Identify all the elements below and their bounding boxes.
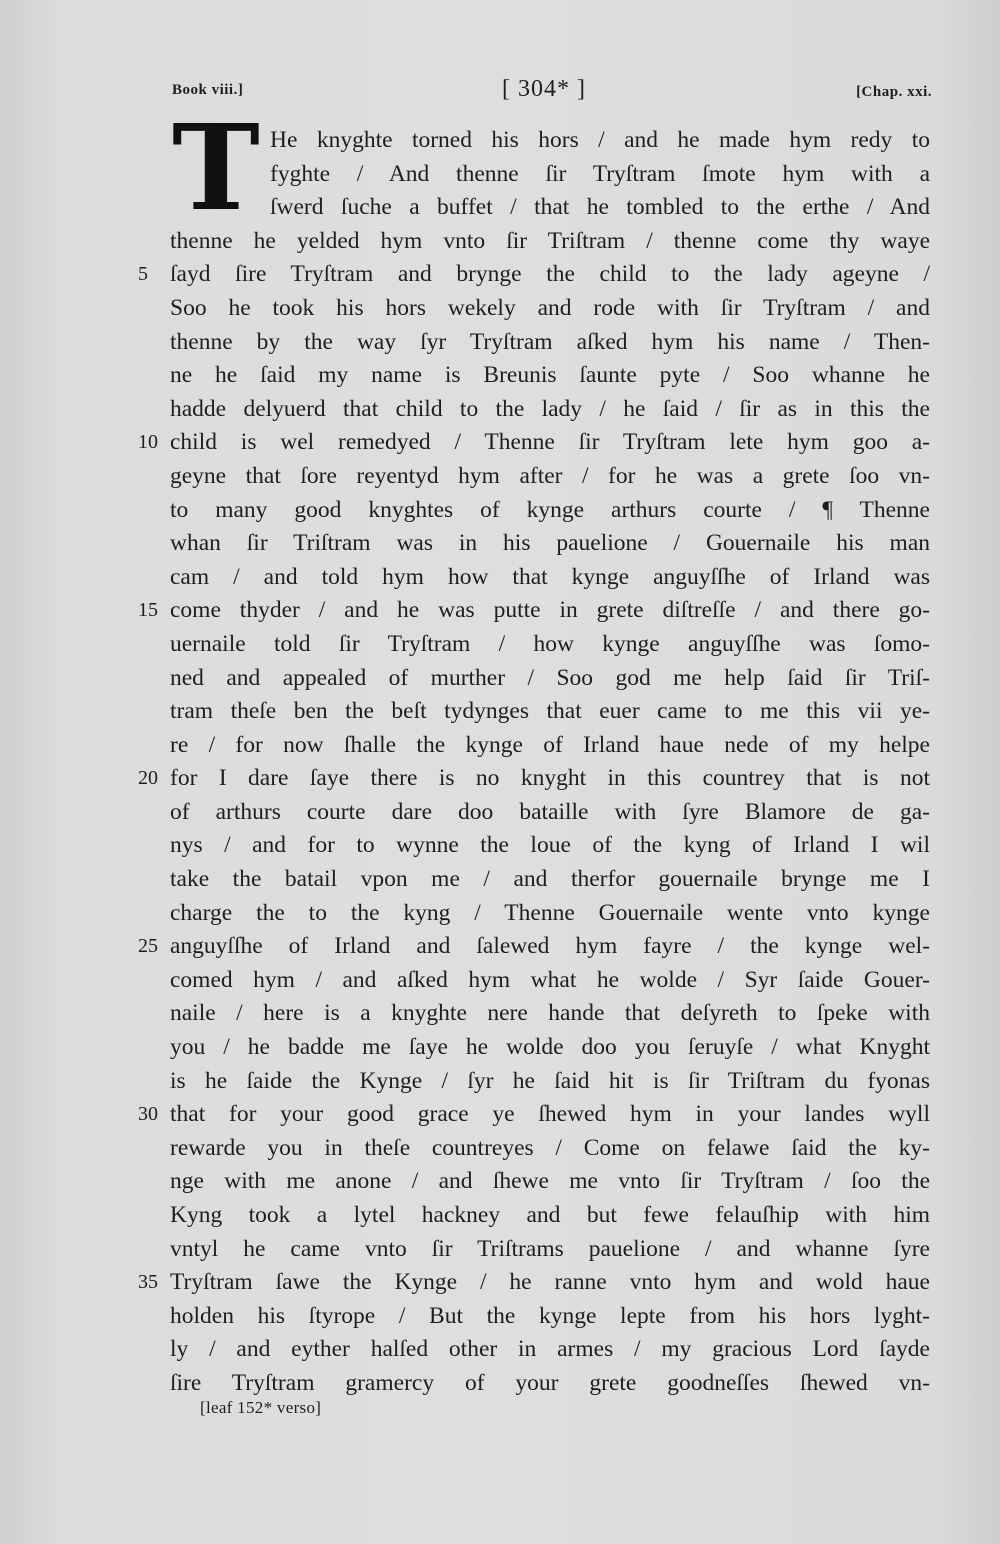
text-line <box>170 695 930 729</box>
text-line <box>138 426 930 460</box>
text-line-content: charge the to the kyng / Thenne Gouernaile wente vnto kynge <box>170 899 930 926</box>
text-line-content: ne he ſaid my name is Breunis ſaunte pyte / Soo whanne he <box>170 362 930 389</box>
text-line <box>170 897 930 931</box>
text-line <box>170 561 930 595</box>
text-line-content: naile / here is a knyghte nere hande that deſyreth to ſpeke with <box>170 1000 930 1027</box>
text-line-content: ned and appealed of murther / Soo god me help ſaid ſir Triſ- <box>170 664 930 691</box>
text-line <box>138 1098 930 1132</box>
text-line <box>170 1031 930 1065</box>
text-line-content: tram theſe ben the beſt tydynges that euer came to me this vii ye- <box>170 698 930 725</box>
text-line-content: Tryſtram ſawe the Kynge / he ranne vnto hym and wold haue <box>170 1269 930 1296</box>
text-line-content: nge with me anone / and ſhewe me vnto ſir Tryſtram / ſoo the <box>170 1168 930 1195</box>
text-line-content: anguyſſhe of Irland and ſalewed hym fayre / the kynge wel- <box>170 933 930 960</box>
page-header <box>172 76 932 110</box>
text-line-content: Kyng took a lytel hackney and but fewe felauſhip with him <box>170 1202 930 1228</box>
text-line <box>170 964 930 998</box>
text-line-content: rewarde you in theſe countreyes / Come on felawe ſaid the ky- <box>170 1134 930 1161</box>
text-line-content: whan ſir Triſtram was in his pauelione / Gouernaile his man <box>170 530 930 557</box>
text-line-content: uernaile told ſir Tryſtram / how kynge anguyſſhe was ſomo- <box>170 630 930 657</box>
text-line-content: ſwerd ſuche a buffet / that he tombled to the erthe / And <box>270 194 930 221</box>
text-line-content: to many good knyghtes of kynge arthurs courte / ¶ Thenne <box>170 496 930 523</box>
text-line <box>170 863 930 897</box>
text-line-content: He knyghte torned his hors / and he made hym redy to <box>270 127 930 153</box>
text-line-content: holden his ſtyrope / But the kynge lepte from his hors lyght- <box>170 1302 930 1329</box>
text-line-content: vntyl he came vnto ſir Triſtrams pauelione / and whanne ſyre <box>170 1235 930 1262</box>
text-line <box>170 729 930 763</box>
text-line-content: nys / and for to wynne the loue of the kyng of Irland I wil <box>170 832 930 859</box>
text-line <box>170 662 930 696</box>
text-line <box>170 527 930 561</box>
text-line <box>138 762 930 796</box>
text-line-content: come thyder / and he was putte in grete diſtreſſe / and there go- <box>170 597 930 624</box>
text-line <box>138 1266 930 1300</box>
text-line <box>170 628 930 662</box>
text-line-content: child is wel remedyed / Thenne ſir Tryſtram lete hym goo a- <box>170 429 930 456</box>
text-line <box>170 796 930 830</box>
text-line <box>170 1132 930 1166</box>
text-line-content: for I dare ſaye there is no knyght in this countrey that is not <box>170 765 930 792</box>
page-number: [ 304* ] <box>502 76 586 102</box>
book-label: Book viii.] <box>172 82 244 98</box>
body-text <box>138 124 930 1401</box>
text-line <box>170 326 930 360</box>
line-number: 35 <box>138 1271 158 1294</box>
text-line <box>170 359 930 393</box>
text-line <box>170 292 930 326</box>
text-line <box>170 997 930 1031</box>
text-line <box>170 460 930 494</box>
line-number: 15 <box>138 599 158 622</box>
text-line-content: ſayd ſire Tryſtram and brynge the child to the lady ageyne / <box>170 261 930 288</box>
text-line-content: you / he badde me ſaye he wolde doo you ſeruyſe / what Knyght <box>170 1034 930 1061</box>
text-line <box>170 1333 930 1367</box>
leaf-note: [leaf 152* verso] <box>200 1398 322 1417</box>
drop-cap-initial: T <box>172 98 260 237</box>
line-number: 30 <box>138 1103 158 1126</box>
text-line <box>170 393 930 427</box>
text-line-content: is he ſaide the Kynge / ſyr he ſaid hit is ſir Triſtram du fyonas <box>170 1067 930 1094</box>
line-number: 25 <box>138 935 158 958</box>
text-line <box>170 494 930 528</box>
text-line-content: thenne by the way ſyr Tryſtram aſked hym his name / Then- <box>170 328 930 355</box>
chapter-label: [Chap. xxi. <box>856 84 932 100</box>
text-line <box>170 124 930 158</box>
text-line-content: cam / and told hym how that kynge anguyſſhe of Irland was <box>170 563 930 590</box>
line-number: 10 <box>138 431 158 454</box>
line-number: 5 <box>138 263 148 286</box>
text-line-content: that for your good grace ye ſhewed hym in your landes wyll <box>170 1101 930 1128</box>
text-line <box>170 1165 930 1199</box>
text-line <box>138 594 930 628</box>
text-line <box>138 258 930 292</box>
text-line-content: ly / and eyther halſed other in armes / my gracious Lord ſayde <box>170 1336 930 1363</box>
text-line <box>170 225 930 259</box>
text-line-content: comed hym / and aſked hym what he wolde / Syr ſaide Gouer- <box>170 966 930 993</box>
text-line-content: fyghte / And thenne ſir Tryſtram ſmote hym with a <box>270 160 930 187</box>
text-line-content: take the batail vpon me / and therfor gouernaile brynge me I <box>170 866 930 893</box>
text-line-content: thenne he yelded hym vnto ſir Triſtram / thenne come thy waye <box>170 227 930 254</box>
text-line <box>170 191 930 225</box>
text-line-content: hadde delyuerd that child to the lady / he ſaid / ſir as in this the <box>170 395 930 422</box>
text-line-content: geyne that ſore reyentyd hym after / for he was a grete ſoo vn- <box>170 462 930 489</box>
text-line-content: of arthurs courte dare doo bataille with ſyre Blamore de ga- <box>170 798 930 825</box>
line-number: 20 <box>138 767 158 790</box>
text-line <box>170 1233 930 1267</box>
text-line <box>170 1300 930 1334</box>
text-line-content: Soo he took his hors wekely and rode with ſir Tryſtram / and <box>170 294 930 321</box>
text-line <box>170 1367 930 1401</box>
text-line-content: re / for now ſhalle the kynge of Irland haue nede of my helpe <box>170 731 930 758</box>
text-line <box>170 1199 930 1233</box>
text-line-content: ſire Tryſtram gramercy of your grete goodneſſes ſhewed vn- <box>170 1369 930 1396</box>
text-line <box>138 930 930 964</box>
text-line <box>170 158 930 192</box>
text-line <box>170 829 930 863</box>
text-line <box>170 1065 930 1099</box>
